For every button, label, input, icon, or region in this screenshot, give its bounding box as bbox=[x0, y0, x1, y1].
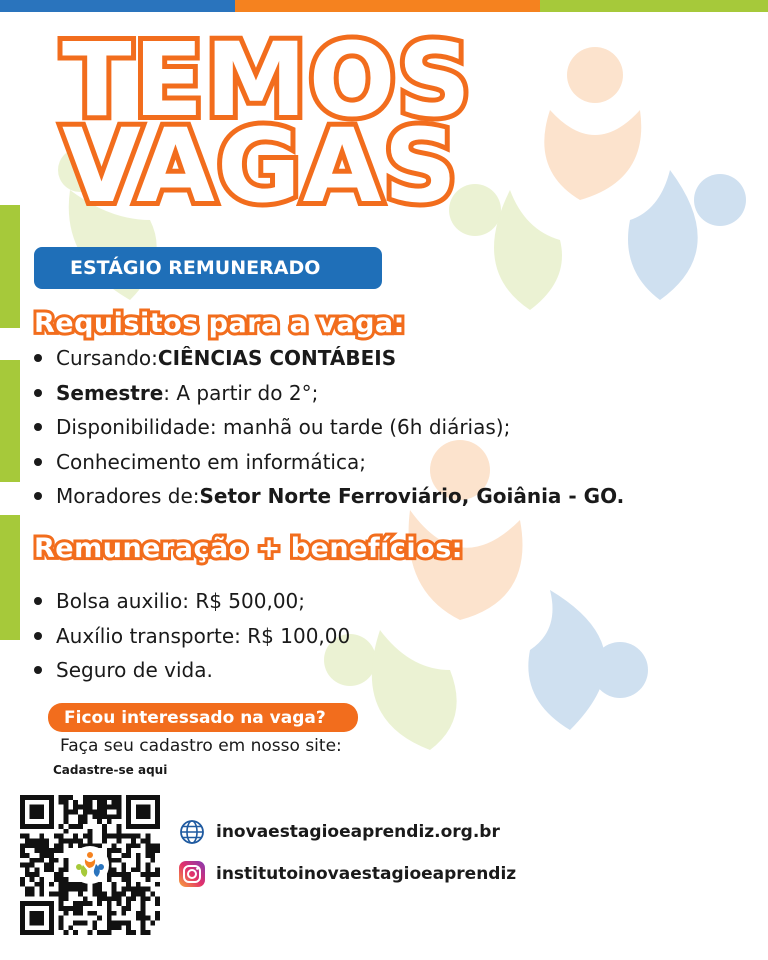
bullet-icon bbox=[34, 632, 42, 640]
globe-icon bbox=[178, 818, 206, 846]
benefits-title: Remuneração + benefícios: bbox=[34, 533, 464, 564]
benefit-text: Auxílio transporte: R$ 100,00 bbox=[56, 623, 351, 648]
top-color-bar bbox=[0, 0, 768, 12]
bullet-icon bbox=[34, 389, 42, 397]
benefit-item bbox=[34, 619, 350, 654]
requirements-list bbox=[34, 341, 624, 514]
side-accent-2 bbox=[0, 360, 20, 482]
institute-logo-icon bbox=[75, 850, 105, 880]
instagram-contact[interactable] bbox=[178, 860, 516, 888]
requirement-bold: Semestre bbox=[56, 380, 164, 405]
bullet-icon bbox=[34, 666, 42, 674]
requirement-item bbox=[34, 376, 624, 411]
bullet-icon bbox=[34, 458, 42, 466]
requirement-item bbox=[34, 445, 624, 480]
side-accent-1 bbox=[0, 205, 20, 328]
instagram-icon bbox=[178, 860, 206, 888]
bullet-icon bbox=[34, 597, 42, 605]
requirement-bold: Setor Norte Ferroviário, Goiânia - GO. bbox=[199, 484, 625, 509]
stage-label-banner: ESTÁGIO REMUNERADO bbox=[34, 247, 382, 289]
requirement-bold: CIÊNCIAS CONTÁBEIS bbox=[157, 346, 397, 371]
requirement-text: Disponibilidade: manhã ou tarde (6h diárias); bbox=[56, 415, 511, 440]
bullet-icon bbox=[34, 492, 42, 500]
benefit-text: Seguro de vida. bbox=[56, 658, 213, 683]
requirements-title: Requisitos para a vaga: bbox=[34, 308, 405, 339]
requirement-suffix: : A partir do 2°; bbox=[163, 380, 319, 405]
benefit-text: Bolsa auxilio: R$ 500,00; bbox=[56, 589, 306, 614]
benefit-item bbox=[34, 653, 350, 688]
requirement-text: Conhecimento em informática; bbox=[56, 449, 366, 474]
headline-line-1: TEMOS bbox=[62, 21, 473, 140]
requirement-item bbox=[34, 479, 624, 514]
requirement-text: Moradores de: bbox=[56, 484, 200, 509]
requirement-text: Cursando: bbox=[56, 346, 158, 371]
top-bar-green bbox=[540, 0, 768, 12]
website-contact[interactable] bbox=[178, 818, 500, 846]
website-url[interactable]: inovaestagioeaprendiz.org.br bbox=[216, 822, 500, 842]
bullet-icon bbox=[34, 354, 42, 362]
top-bar-blue bbox=[0, 0, 235, 12]
top-bar-orange bbox=[235, 0, 540, 12]
interest-banner: Ficou interessado na vaga? bbox=[48, 703, 358, 732]
requirement-item bbox=[34, 341, 624, 376]
signup-instruction: Faça seu cadastro em nosso site: bbox=[60, 736, 342, 756]
benefit-item bbox=[34, 584, 350, 619]
requirement-item bbox=[34, 410, 624, 445]
headline-line-2: VAGAS bbox=[62, 107, 460, 226]
benefits-list bbox=[34, 584, 350, 688]
qr-center-logo bbox=[71, 846, 109, 884]
signup-link[interactable]: Cadastre-se aqui bbox=[53, 763, 168, 777]
instagram-handle[interactable]: institutoinovaestagioeaprendiz bbox=[216, 864, 517, 884]
side-accent-3 bbox=[0, 515, 20, 640]
bullet-icon bbox=[34, 423, 42, 431]
watermark-logo-top bbox=[430, 40, 760, 340]
